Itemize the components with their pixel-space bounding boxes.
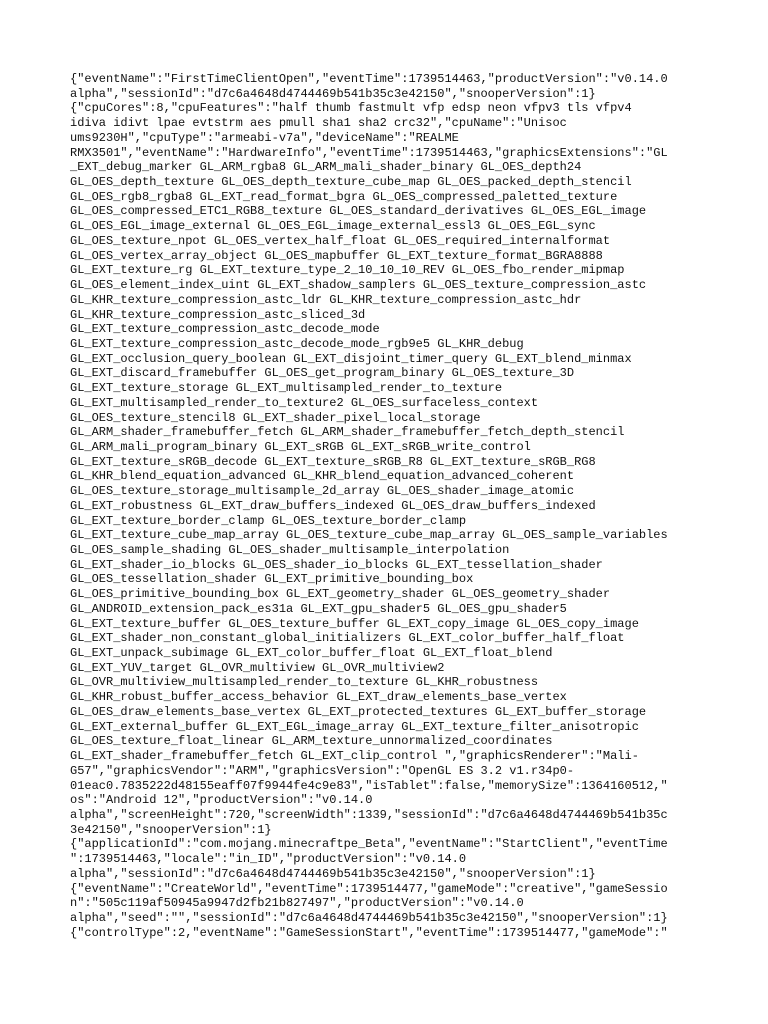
log-line: GL_KHR_texture_compression_astc_sliced_3d xyxy=(70,307,366,322)
log-line: GL_OES_texture_npot GL_OES_vertex_half_float GL_OES_required_internalformat xyxy=(70,233,611,248)
log-line: GL_OVR_multiview_multisampled_render_to_texture GL_KHR_robustness xyxy=(70,675,539,690)
log-line: GL_OES_element_index_uint GL_EXT_shadow_samplers GL_OES_texture_compression_astc xyxy=(70,278,647,293)
log-line: ums9230H","cpuType":"armeabi-v7a","deviceName":"REALME xyxy=(70,130,459,145)
log-line: GL_OES_draw_elements_base_vertex GL_EXT_protected_textures GL_EXT_buffer_storage xyxy=(70,704,647,719)
log-line: GL_OES_depth_texture GL_OES_depth_texture_cube_map GL_OES_packed_depth_stencil xyxy=(70,175,632,190)
log-line: GL_EXT_shader_framebuffer_fetch GL_EXT_clip_control ","graphicsRenderer":"Mali- xyxy=(70,749,639,764)
log-line: GL_KHR_blend_equation_advanced GL_KHR_blend_equation_advanced_coherent xyxy=(70,469,575,484)
log-line: G57","graphicsVendor":"ARM","graphicsVersion":"OpenGL ES 3.2 v1.r34p0- xyxy=(70,763,575,778)
log-line: {"cpuCores":8,"cpuFeatures":"half thumb fastmult vfp edsp neon vfpv3 tls vfpv4 xyxy=(70,101,632,116)
log-line: GL_OES_compressed_ETC1_RGB8_texture GL_OES_standard_derivatives GL_OES_EGL_image xyxy=(70,204,647,219)
log-line: GL_EXT_texture_buffer GL_OES_texture_buffer GL_EXT_copy_image GL_OES_copy_image xyxy=(70,616,639,631)
log-line: GL_OES_texture_float_linear GL_ARM_texture_unnormalized_coordinates xyxy=(70,734,553,749)
log-line: GL_EXT_texture_sRGB_decode GL_EXT_texture_sRGB_R8 GL_EXT_texture_sRGB_RG8 xyxy=(70,454,596,469)
log-line: GL_OES_texture_stencil8 GL_EXT_shader_pixel_local_storage xyxy=(70,410,481,425)
log-line: alpha","seed":"","sessionId":"d7c6a4648d4744469b541b35c3e42150","snooperVersion":1} xyxy=(70,910,668,925)
log-line: 3e42150","snooperVersion":1} xyxy=(70,822,272,837)
log-text-block xyxy=(70,72,710,940)
log-line: GL_EXT_occlusion_query_boolean GL_EXT_disjoint_timer_query GL_EXT_blend_minmax xyxy=(70,351,632,366)
log-line: GL_EXT_texture_compression_astc_decode_mode_rgb9e5 GL_KHR_debug xyxy=(70,336,524,351)
log-line: GL_ARM_mali_program_binary GL_EXT_sRGB GL_EXT_sRGB_write_control xyxy=(70,439,531,454)
log-line: GL_EXT_texture_cube_map_array GL_OES_texture_cube_map_array GL_OES_sample_variables xyxy=(70,528,668,543)
log-line: alpha","sessionId":"d7c6a4648d4744469b541b35c3e42150","snooperVersion":1} xyxy=(70,866,596,881)
log-line: ":1739514463,"locale":"in_ID","productVersion":"v0.14.0 xyxy=(70,852,467,867)
log-line: GL_OES_rgb8_rgba8 GL_EXT_read_format_bgra GL_OES_compressed_paletted_texture xyxy=(70,189,618,204)
log-line: GL_EXT_YUV_target GL_OVR_multiview GL_OVR_multiview2 xyxy=(70,660,445,675)
log-line: GL_EXT_robustness GL_EXT_draw_buffers_indexed GL_OES_draw_buffers_indexed xyxy=(70,498,596,513)
log-line: GL_KHR_texture_compression_astc_ldr GL_KHR_texture_compression_astc_hdr xyxy=(70,292,582,307)
log-line: GL_EXT_shader_io_blocks GL_OES_shader_io_blocks GL_EXT_tessellation_shader xyxy=(70,557,603,572)
log-line: {"eventName":"FirstTimeClientOpen","eventTime":1739514463,"productVersion":"v0.14.0 xyxy=(70,72,668,86)
log-line: {"controlType":2,"eventName":"GameSessionStart","eventTime":1739514477,"gameMode":" xyxy=(70,925,668,940)
log-line: GL_OES_EGL_image_external GL_OES_EGL_image_external_essl3 GL_OES_EGL_sync xyxy=(70,219,596,234)
log-line: RMX3501","eventName":"HardwareInfo","eventTime":1739514463,"graphicsExtensions":"GL xyxy=(70,145,668,160)
log-line: idiva idivt lpae evtstrm aes pmull sha1 sha2 crc32","cpuName":"Unisoc xyxy=(70,116,567,131)
log-line: GL_EXT_external_buffer GL_EXT_EGL_image_array GL_EXT_texture_filter_anisotropic xyxy=(70,719,639,734)
log-line: GL_ANDROID_extension_pack_es31a GL_EXT_gpu_shader5 GL_OES_gpu_shader5 xyxy=(70,601,567,616)
log-line: GL_OES_tessellation_shader GL_EXT_primitive_bounding_box xyxy=(70,572,474,587)
log-line: GL_OES_sample_shading GL_OES_shader_multisample_interpolation xyxy=(70,543,510,557)
log-line: GL_EXT_multisampled_render_to_texture2 GL_OES_surfaceless_context xyxy=(70,395,539,410)
log-line: GL_EXT_texture_compression_astc_decode_mode xyxy=(70,322,380,337)
log-line: GL_EXT_shader_non_constant_global_initializers GL_EXT_color_buffer_half_float xyxy=(70,631,625,646)
log-line: GL_EXT_unpack_subimage GL_EXT_color_buffer_float GL_EXT_float_blend xyxy=(70,646,553,661)
log-line: alpha","screenHeight":720,"screenWidth":1339,"sessionId":"d7c6a4648d4744469b541b35c xyxy=(70,807,668,822)
log-line: GL_EXT_texture_storage GL_EXT_multisampled_render_to_texture xyxy=(70,381,503,396)
log-line: _EXT_debug_marker GL_ARM_rgba8 GL_ARM_mali_shader_binary GL_OES_depth24 xyxy=(70,160,582,175)
log-line: GL_EXT_texture_rg GL_EXT_texture_type_2_10_10_10_REV GL_OES_fbo_render_mipmap xyxy=(70,263,625,278)
log-line: 01eac0.7835222d48155eaff07f9944fe4c9e83","isTablet":false,"memorySize":1364160512," xyxy=(70,778,668,793)
log-line: os":"Android 12","productVersion":"v0.14.0 xyxy=(70,793,373,808)
log-line: GL_EXT_discard_framebuffer GL_OES_get_program_binary GL_OES_texture_3D xyxy=(70,366,575,381)
log-line: GL_OES_primitive_bounding_box GL_EXT_geometry_shader GL_OES_geometry_shader xyxy=(70,587,611,602)
log-line: GL_OES_texture_storage_multisample_2d_array GL_OES_shader_image_atomic xyxy=(70,484,575,499)
log-line: GL_OES_vertex_array_object GL_OES_mapbuffer GL_EXT_texture_format_BGRA8888 xyxy=(70,248,603,263)
log-line: GL_EXT_texture_border_clamp GL_OES_texture_border_clamp xyxy=(70,513,467,528)
log-line: {"applicationId":"com.mojang.minecraftpe_Beta","eventName":"StartClient","eventTime xyxy=(70,837,668,852)
log-line: alpha","sessionId":"d7c6a4648d4744469b541b35c3e42150","snooperVersion":1} xyxy=(70,86,596,101)
log-line: n":"505c119af50945a9947d2fb21b827497","productVersion":"v0.14.0 xyxy=(70,896,524,911)
log-line: {"eventName":"CreateWorld","eventTime":1739514477,"gameMode":"creative","gameSessio xyxy=(70,881,668,896)
log-line: GL_ARM_shader_framebuffer_fetch GL_ARM_shader_framebuffer_fetch_depth_stencil xyxy=(70,425,625,440)
log-line: GL_KHR_robust_buffer_access_behavior GL_EXT_draw_elements_base_vertex xyxy=(70,690,567,705)
